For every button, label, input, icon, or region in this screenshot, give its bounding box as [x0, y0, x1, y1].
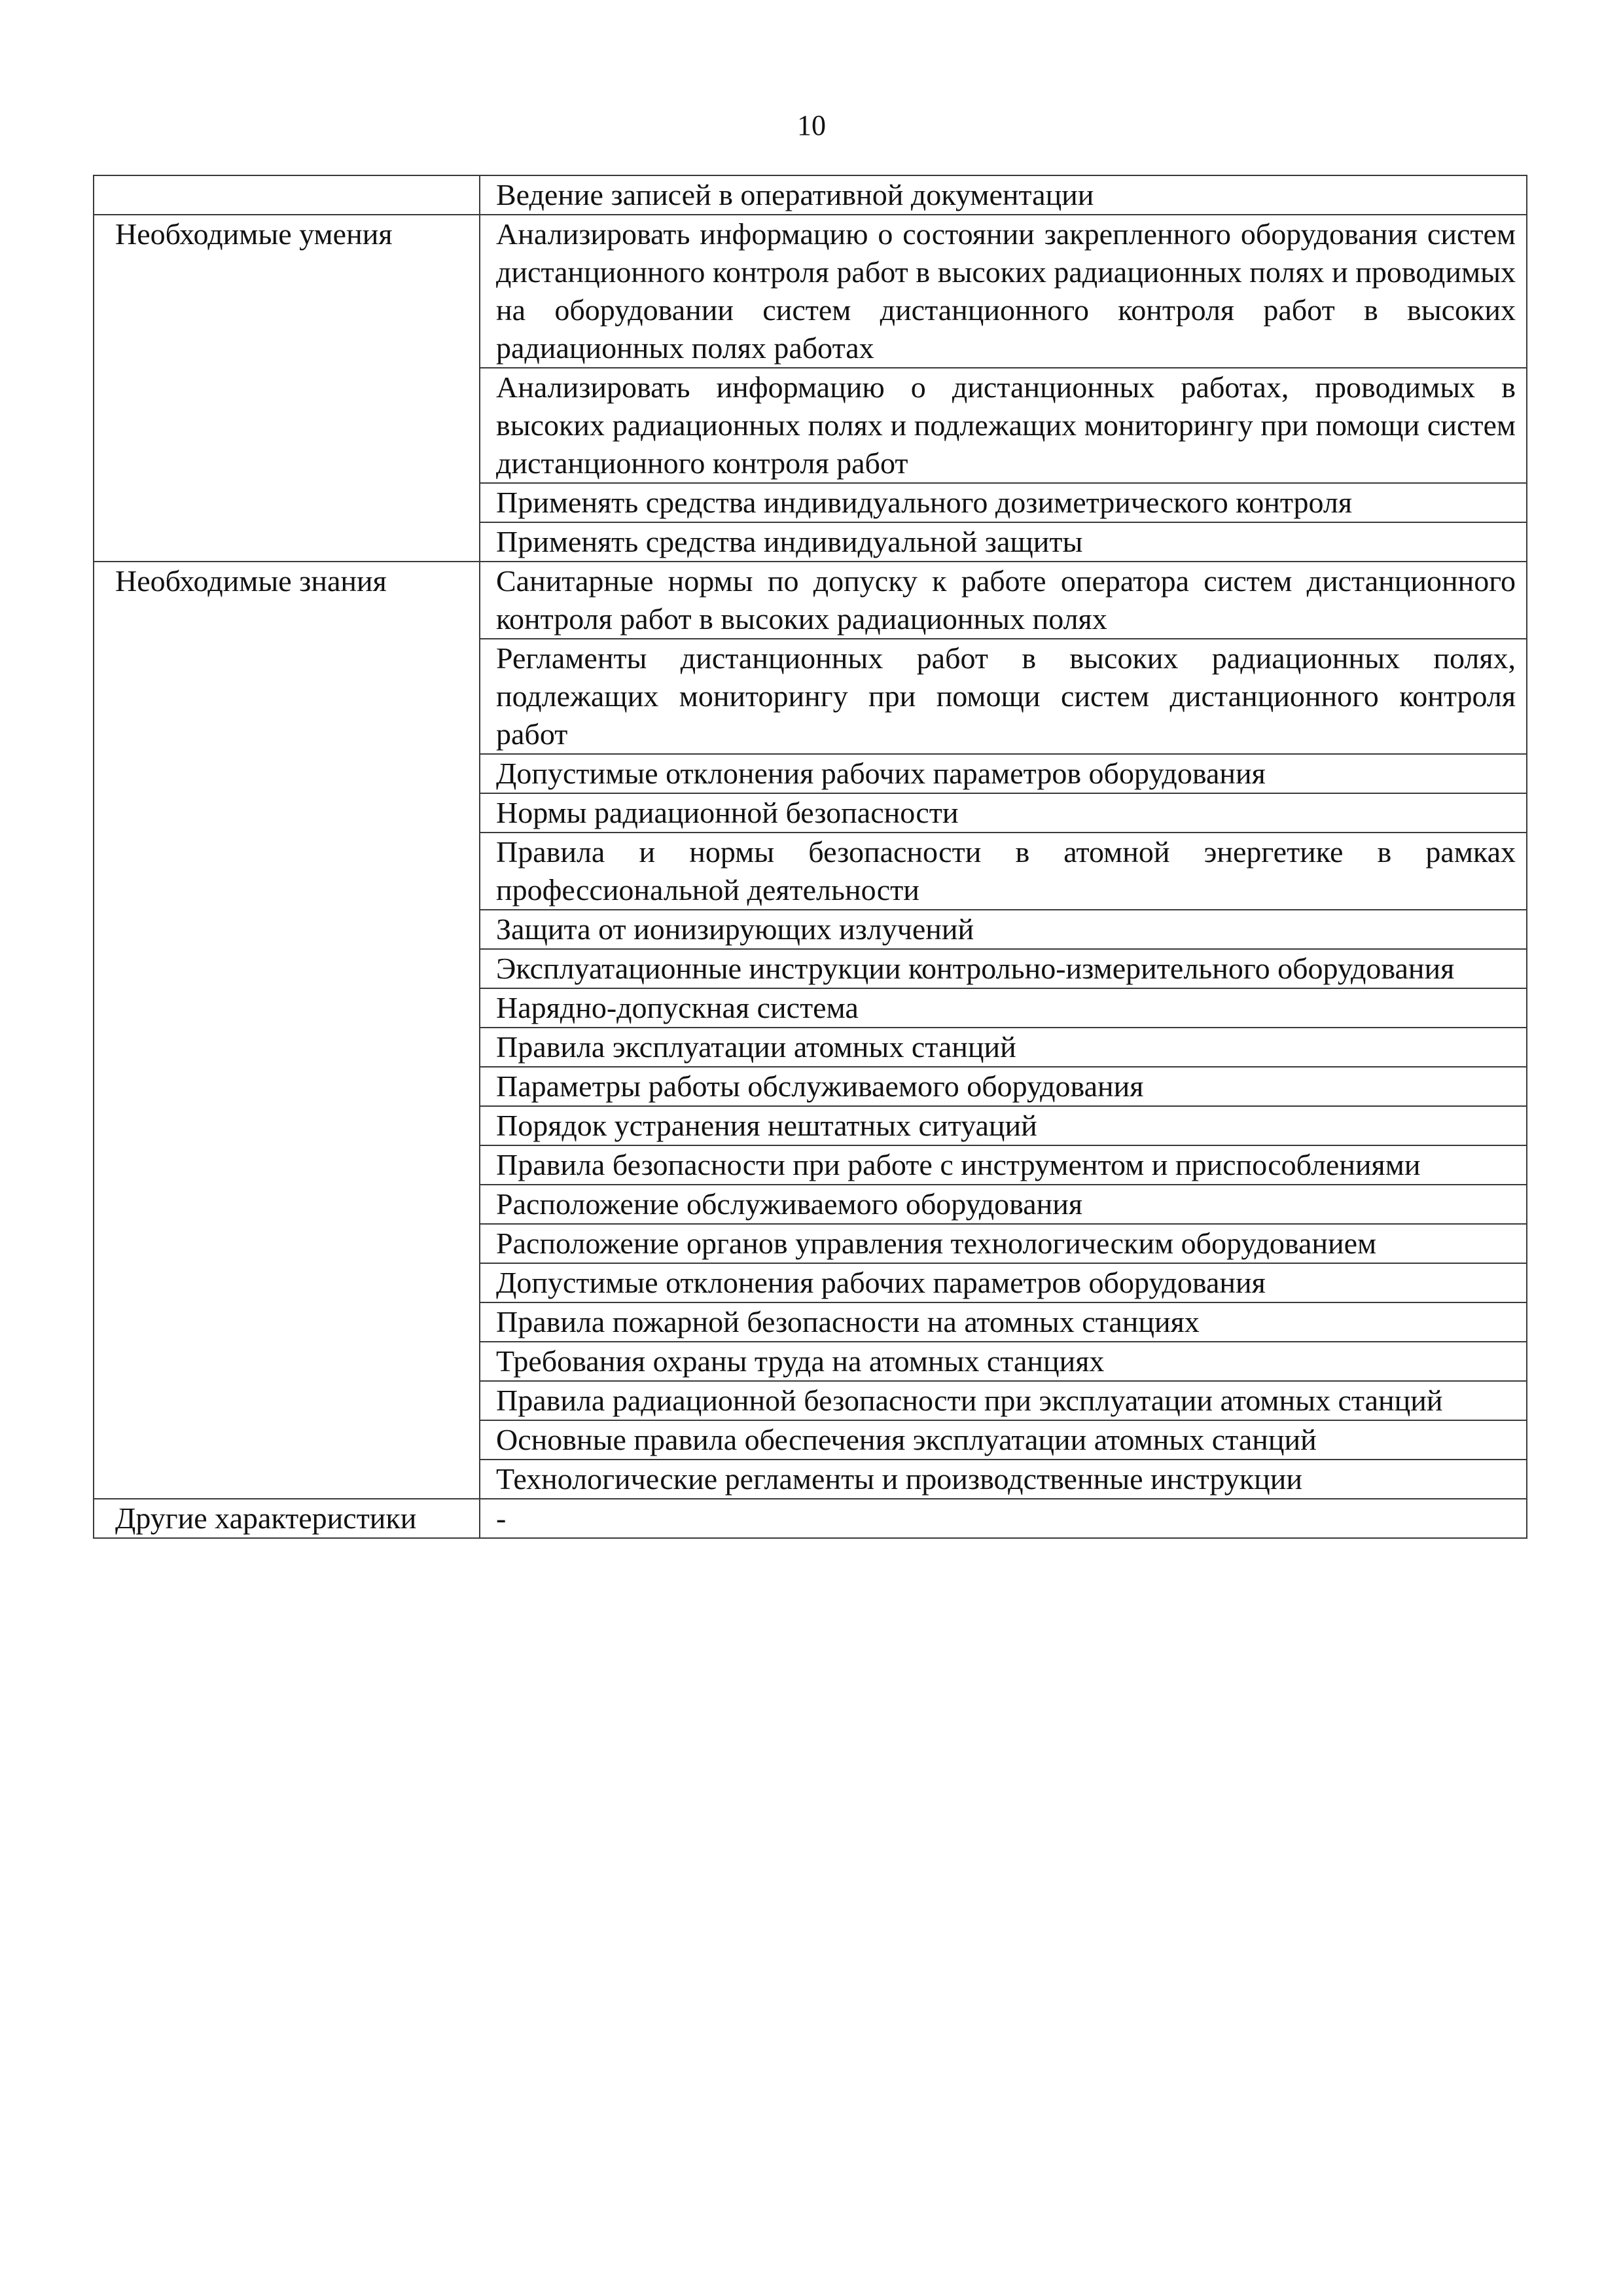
knowledge-item: Расположение органов управления технологическим оборудованием	[480, 1224, 1527, 1263]
knowledge-item: Допустимые отклонения рабочих параметров оборудования	[480, 1263, 1527, 1302]
knowledge-item: Нормы радиационной безопасности	[480, 793, 1527, 833]
knowledge-item: Защита от ионизирующих излучений	[480, 910, 1527, 949]
skills-item: Анализировать информацию о состоянии закрепленного оборудования систем дистанционного контроля работ в высоких радиационных полях и проводимых на оборудовании систем дистанционного контроля работ в высоких радиационных полях работах	[480, 215, 1527, 368]
page-number: 10	[797, 109, 826, 141]
skills-label: Необходимые умения	[94, 215, 480, 562]
skills-item: Анализировать информацию о дистанционных работах, проводимых в высоких радиационных полях и подлежащих мониторингу при помощи систем дистанционного контроля работ	[480, 368, 1527, 483]
table-value-cell: Ведение записей в оперативной документации	[480, 175, 1527, 215]
knowledge-item: Правила безопасности при работе с инструментом и приспособлениями	[480, 1145, 1527, 1185]
knowledge-item: Требования охраны труда на атомных станциях	[480, 1342, 1527, 1381]
other-characteristics-label: Другие характеристики	[94, 1499, 480, 1538]
skills-item: Применять средства индивидуальной защиты	[480, 522, 1527, 562]
competency-table-body	[94, 175, 1527, 1538]
knowledge-label: Необходимые знания	[94, 562, 480, 1499]
table-row	[94, 562, 1527, 639]
knowledge-item: Санитарные нормы по допуску к работе оператора систем дистанционного контроля работ в высоких радиационных полях	[480, 562, 1527, 639]
other-characteristics-value: -	[480, 1499, 1527, 1538]
knowledge-item: Технологические регламенты и производственные инструкции	[480, 1460, 1527, 1499]
skills-item: Применять средства индивидуального дозиметрического контроля	[480, 483, 1527, 522]
competency-table	[93, 175, 1527, 1539]
knowledge-item: Правила радиационной безопасности при эксплуатации атомных станций	[480, 1381, 1527, 1420]
knowledge-item: Порядок устранения нештатных ситуаций	[480, 1106, 1527, 1145]
knowledge-item: Регламенты дистанционных работ в высоких радиационных полях, подлежащих мониторингу при помощи систем дистанционного контроля работ	[480, 639, 1527, 754]
knowledge-item: Эксплуатационные инструкции контрольно-измерительного оборудования	[480, 949, 1527, 988]
knowledge-item: Расположение обслуживаемого оборудования	[480, 1185, 1527, 1224]
knowledge-item: Правила эксплуатации атомных станций	[480, 1028, 1527, 1067]
knowledge-item: Нарядно-допускная система	[480, 988, 1527, 1028]
table-label-cell	[94, 175, 480, 215]
knowledge-item: Допустимые отклонения рабочих параметров оборудования	[480, 754, 1527, 793]
knowledge-item: Основные правила обеспечения эксплуатации атомных станций	[480, 1420, 1527, 1460]
table-row	[94, 215, 1527, 368]
knowledge-item: Правила и нормы безопасности в атомной энергетике в рамках профессиональной деятельности	[480, 833, 1527, 910]
table-row	[94, 1499, 1527, 1538]
knowledge-item: Параметры работы обслуживаемого оборудования	[480, 1067, 1527, 1106]
table-row	[94, 175, 1527, 215]
knowledge-item: Правила пожарной безопасности на атомных станциях	[480, 1302, 1527, 1342]
